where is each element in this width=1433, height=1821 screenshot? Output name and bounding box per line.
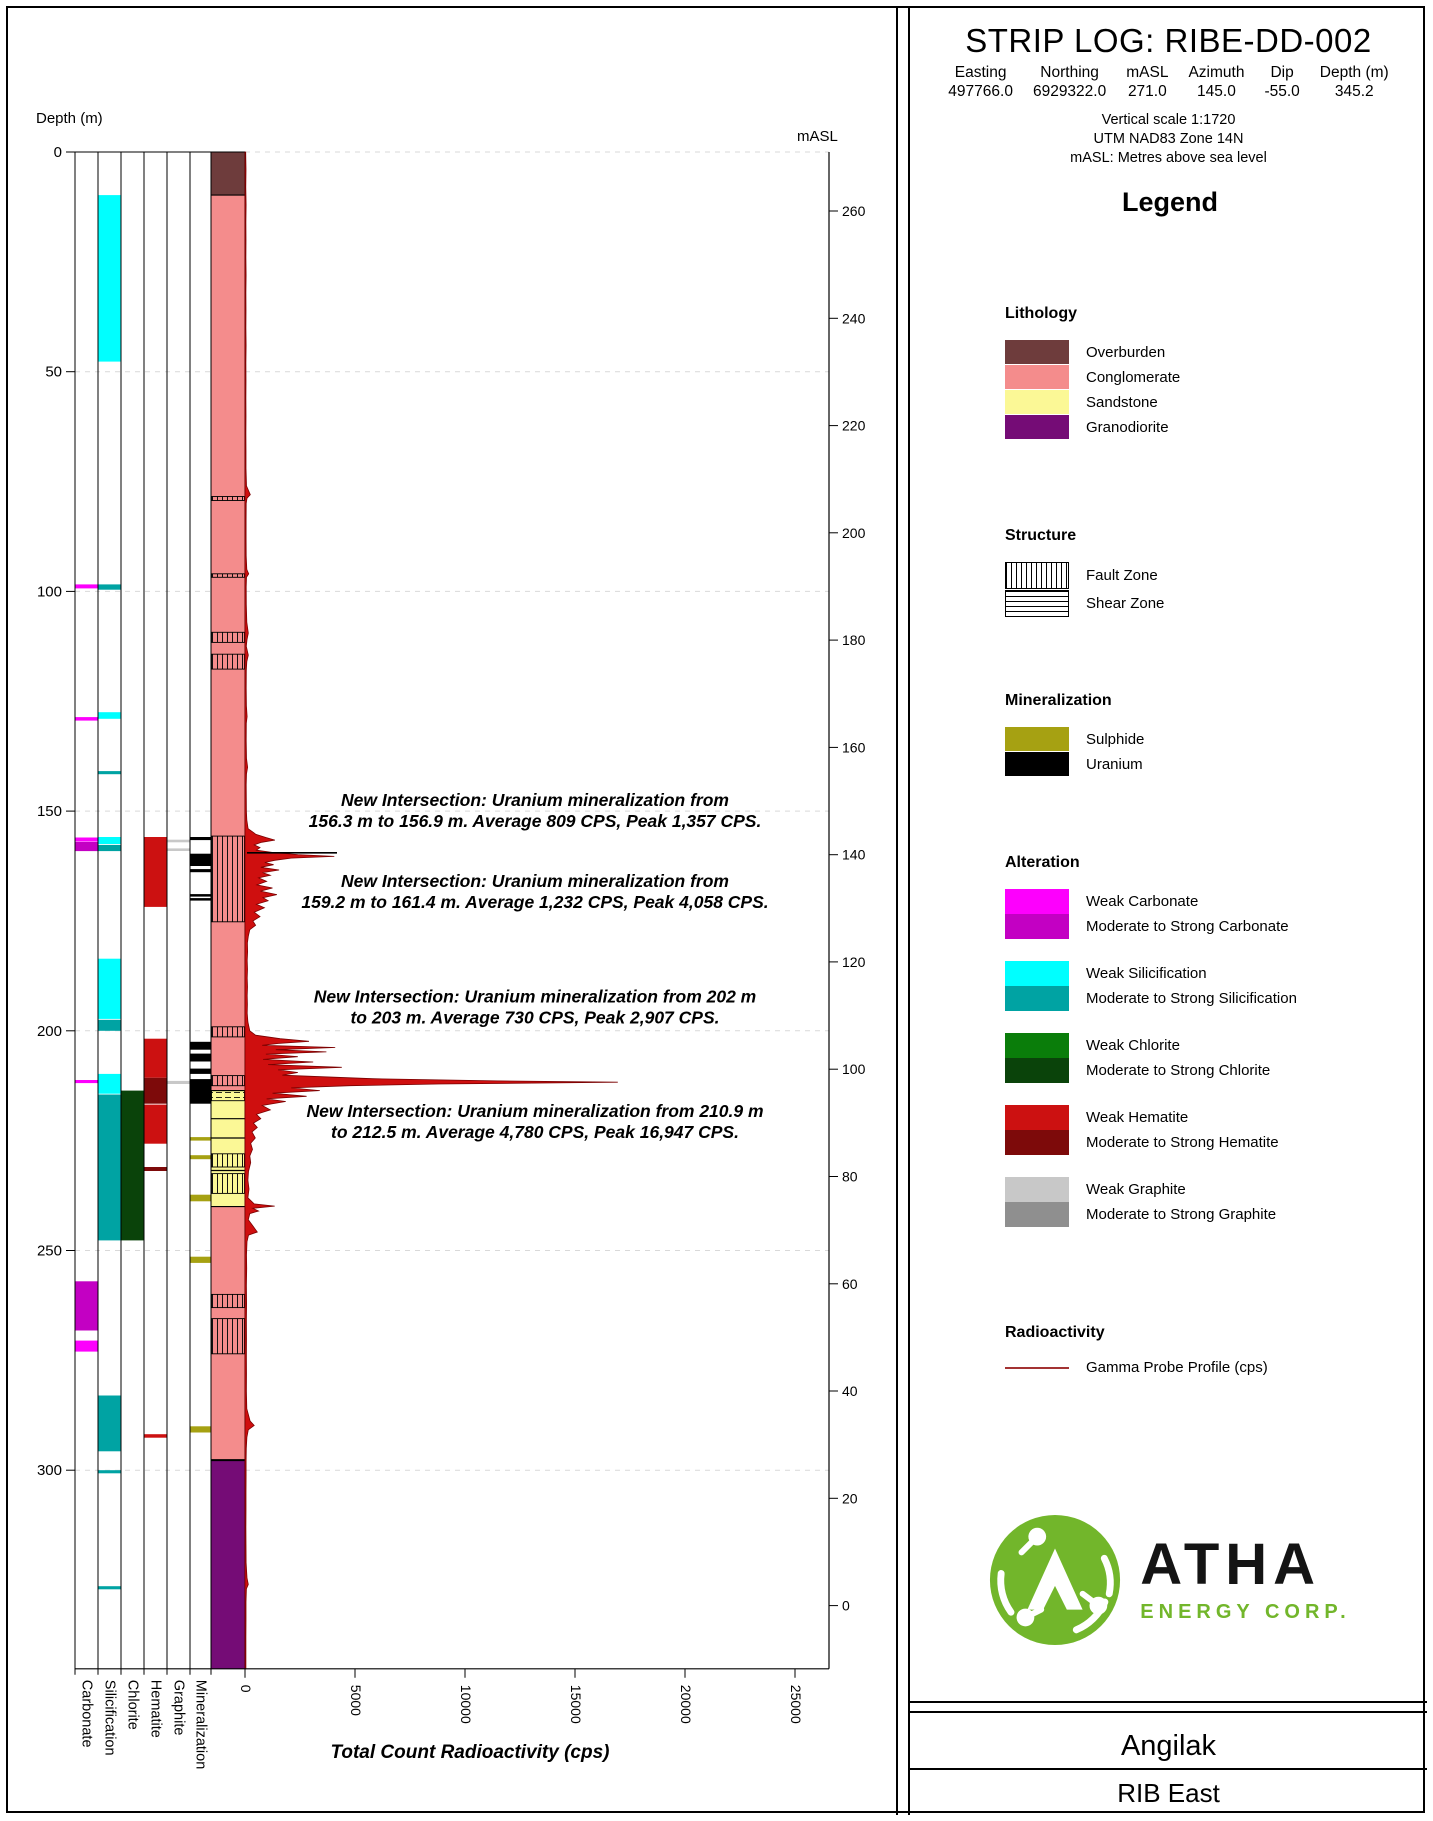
intersection-annotation: to 212.5 m. Average 4,780 CPS, Peak 16,947 CPS. — [331, 1122, 739, 1143]
alteration-interval — [99, 584, 121, 589]
cps-axis — [75, 1669, 829, 1763]
project-name: Angilak — [1120, 1730, 1217, 1762]
legend-item-label: Weak Silicification — [1086, 965, 1207, 982]
weak-swatch — [1005, 1105, 1069, 1130]
mineral-interval — [191, 869, 211, 872]
alteration-interval — [99, 1396, 121, 1452]
svg-text:40: 40 — [842, 1383, 858, 1399]
legend-swatch — [1005, 752, 1069, 776]
legend-item — [1005, 590, 1425, 617]
weak-swatch — [1005, 889, 1069, 914]
alteration-interval — [99, 1586, 121, 1589]
svg-text:0: 0 — [842, 1597, 850, 1614]
alteration-interval — [99, 1095, 121, 1241]
field-label: Depth (m) — [1319, 64, 1389, 81]
alteration-interval — [99, 1074, 121, 1094]
legend-alteration-pair — [1005, 1105, 1425, 1155]
cps-tick-label: 15000 — [568, 1684, 584, 1724]
collar-field — [948, 64, 1013, 101]
track-labels — [79, 1680, 209, 1769]
legend-item-label: Moderate to Strong Silicification — [1086, 990, 1297, 1007]
intersection-annotation: New Intersection: Uranium mineralization from 202 m — [313, 986, 757, 1007]
pair-labels — [1086, 961, 1297, 1011]
legend-swatch — [1005, 961, 1069, 1011]
alteration-interval — [145, 837, 167, 907]
track-label: Silicification — [101, 1679, 118, 1756]
legend-section-header: Structure — [1005, 527, 1077, 544]
svg-text:100: 100 — [36, 583, 62, 601]
mineral-interval — [191, 898, 211, 901]
collar-field — [1264, 64, 1299, 101]
scale-note: Vertical scale 1:1720 — [1101, 112, 1236, 128]
legend-section-header: Lithology — [1005, 305, 1077, 322]
alteration-interval — [76, 838, 98, 842]
legend-item-label: Conglomerate — [1086, 368, 1181, 386]
legend-item-label: Moderate to Strong Chlorite — [1086, 1062, 1271, 1079]
structure-interval — [212, 632, 245, 642]
legend-item-label: Sulphide — [1086, 730, 1145, 748]
collar-field — [1320, 64, 1389, 101]
structure-interval — [212, 1154, 245, 1167]
mineral-interval — [191, 1042, 211, 1050]
weak-swatch — [1005, 1177, 1069, 1202]
svg-text:150: 150 — [36, 803, 62, 821]
track-label: Hematite — [147, 1679, 164, 1738]
structure-interval — [212, 1076, 245, 1086]
alteration-interval — [145, 1078, 167, 1104]
legend-item — [1005, 415, 1425, 439]
mineral-interval — [191, 1069, 211, 1074]
alteration-interval — [145, 1434, 167, 1438]
legend-section-lithology — [1005, 305, 1425, 440]
svg-text:250: 250 — [36, 1242, 62, 1260]
legend-section-header: Radioactivity — [1005, 1324, 1105, 1341]
field-value: -55.0 — [1264, 83, 1300, 100]
mineral-interval — [191, 1137, 211, 1141]
field-value: 6929322.0 — [1032, 83, 1107, 100]
intersection-annotation: New Intersection: Uranium mineralization from — [341, 790, 729, 810]
cps-tick-label: 25000 — [788, 1684, 804, 1724]
field-value: 345.2 — [1334, 83, 1374, 100]
strong-swatch — [1005, 1058, 1069, 1083]
legend-section-header: Alteration — [1005, 854, 1080, 871]
masl-axis-label: mASL — [797, 128, 838, 145]
legend-item-label: Overburden — [1086, 343, 1166, 361]
legend-section-structure — [1005, 527, 1425, 618]
masl-axis — [797, 128, 866, 1669]
legend-item-label: Weak Hematite — [1086, 1109, 1189, 1126]
alteration-interval — [122, 1091, 144, 1241]
company-logo — [910, 1511, 1427, 1649]
svg-text:0: 0 — [53, 144, 62, 161]
structure-interval — [212, 654, 245, 669]
page-title: STRIP LOG: RIBE-DD-002 — [965, 22, 1372, 59]
intersection-annotation: 156.3 m to 156.9 m. Average 809 CPS, Peak 1,357 CPS. — [308, 811, 762, 831]
cps-tick-label: 0 — [238, 1684, 254, 1693]
legend-item-label: Moderate to Strong Carbonate — [1086, 918, 1289, 935]
strong-swatch — [1005, 1202, 1069, 1227]
utm-note: UTM NAD83 Zone 14N — [1093, 131, 1244, 147]
structure-interval — [212, 1027, 245, 1037]
svg-text:80: 80 — [842, 1168, 858, 1185]
alteration-interval — [145, 1105, 167, 1144]
field-label: mASL — [1126, 64, 1169, 81]
legend-item — [1005, 340, 1425, 364]
panel-divider-line — [896, 6, 898, 1815]
legend-alteration-pair — [1005, 961, 1425, 1011]
strong-swatch — [1005, 986, 1069, 1011]
mineral-interval — [191, 854, 211, 866]
legend-section-alteration — [1005, 854, 1425, 1249]
legend-section-header: Mineralization — [1005, 692, 1112, 709]
legend-swatch — [1005, 727, 1069, 751]
logo-subtitle: ENERGY CORP. — [1140, 1601, 1351, 1623]
legend-item-label: Uranium — [1086, 755, 1143, 773]
info-panel — [910, 6, 1427, 1815]
collar-field — [1188, 64, 1244, 101]
svg-text:120: 120 — [842, 953, 866, 970]
mineral-interval — [191, 1079, 211, 1104]
legend-alteration-pair — [1005, 889, 1425, 939]
alteration-interval — [99, 1020, 121, 1031]
alteration-intervals — [76, 195, 190, 1589]
field-label: Northing — [1040, 64, 1099, 81]
alteration-interval — [76, 1080, 98, 1083]
svg-text:300: 300 — [36, 1462, 62, 1480]
alteration-interval — [145, 1167, 167, 1171]
mineral-interval — [191, 1257, 211, 1263]
structure-interval — [212, 1091, 245, 1101]
alteration-interval — [168, 840, 190, 843]
area-name: RIB East — [1117, 1778, 1220, 1808]
gamma-line-swatch — [1005, 1367, 1069, 1369]
collar-field — [1126, 64, 1168, 101]
track-label: Carbonate — [78, 1679, 95, 1748]
legend-swatch — [1005, 1033, 1069, 1083]
intersection-annotation: to 203 m. Average 730 CPS, Peak 2,907 CPS. — [350, 1007, 720, 1028]
pair-labels — [1086, 1033, 1270, 1083]
svg-text:20: 20 — [842, 1490, 858, 1507]
structure-interval — [212, 1294, 245, 1307]
intersection-annotation: New Intersection: Uranium mineralization from — [341, 870, 729, 891]
legend-item-label: Weak Graphite — [1086, 1181, 1186, 1198]
lith-interval — [211, 152, 245, 195]
legend-item-label: Granodiorite — [1086, 418, 1169, 436]
atha-logo-icon — [986, 1511, 1124, 1649]
field-label: Azimuth — [1188, 64, 1245, 81]
mineral-interval — [191, 1054, 211, 1062]
log-notes — [910, 111, 1427, 168]
legend-swatch — [1005, 1105, 1069, 1155]
alteration-interval — [99, 712, 121, 719]
svg-text:100: 100 — [842, 1061, 866, 1078]
svg-text:220: 220 — [842, 417, 866, 434]
svg-text:180: 180 — [842, 632, 866, 649]
legend-alteration-pair — [1005, 1033, 1425, 1083]
legend-item — [1005, 390, 1425, 414]
legend-swatch — [1005, 590, 1069, 617]
svg-text:50: 50 — [45, 363, 62, 381]
strong-swatch — [1005, 914, 1069, 939]
structure-interval — [212, 1174, 245, 1194]
track-label: Chlorite — [124, 1679, 141, 1730]
alteration-interval — [99, 195, 121, 362]
pair-labels — [1086, 1177, 1276, 1227]
weak-swatch — [1005, 961, 1069, 986]
mineral-interval — [191, 837, 211, 840]
intersection-annotation: New Intersection: Uranium mineralization from 210.9 m — [306, 1101, 764, 1122]
field-label: Easting — [954, 64, 1007, 81]
legend-swatch — [1005, 365, 1069, 389]
pair-labels — [1086, 1105, 1279, 1155]
svg-text:60: 60 — [842, 1275, 858, 1292]
track-label: Mineralization — [192, 1679, 209, 1770]
legend-item — [1005, 727, 1425, 751]
pair-labels — [1086, 889, 1289, 939]
legend-item-label: Moderate to Strong Hematite — [1086, 1134, 1279, 1151]
collar-fields — [910, 64, 1427, 101]
structure-interval — [212, 497, 245, 501]
svg-text:200: 200 — [36, 1022, 62, 1040]
legend-item-label: Weak Chlorite — [1086, 1037, 1180, 1054]
intersection-annotation: 159.2 m to 161.4 m. Average 1,232 CPS, Peak 4,058 CPS. — [301, 891, 769, 912]
cps-tick-label: 10000 — [458, 1684, 474, 1724]
legend-item — [1005, 1359, 1425, 1376]
alteration-interval — [99, 959, 121, 1019]
cps-axis-title: Total Count Radioactivity (cps) — [330, 1742, 610, 1763]
intersection-annotations — [247, 790, 769, 1142]
alteration-interval — [76, 584, 98, 588]
footer-divider-line — [908, 1768, 1427, 1770]
legend-item — [1005, 365, 1425, 389]
legend-section-mineralization — [1005, 692, 1425, 777]
structure-interval — [212, 1319, 245, 1354]
svg-text:260: 260 — [842, 203, 866, 219]
mineral-interval — [191, 1426, 211, 1432]
alteration-interval — [99, 1470, 121, 1473]
alteration-interval — [145, 1039, 167, 1078]
strong-swatch — [1005, 1130, 1069, 1155]
footer-divider-line — [908, 1701, 1427, 1703]
legend-swatch — [1005, 889, 1069, 939]
legend-section-radioactivity — [1005, 1324, 1425, 1377]
logo-name: ATHA — [1140, 1532, 1322, 1597]
legend-alteration-pair — [1005, 1177, 1425, 1227]
legend-item-label: Shear Zone — [1086, 595, 1165, 612]
structure-interval — [212, 574, 245, 578]
svg-text:160: 160 — [842, 739, 866, 756]
svg-text:240: 240 — [842, 310, 866, 327]
legend-item-label: Weak Carbonate — [1086, 893, 1199, 910]
weak-swatch — [1005, 1033, 1069, 1058]
cps-tick-label: 20000 — [678, 1684, 694, 1724]
depth-axis-label: Depth (m) — [36, 110, 103, 127]
structure-interval — [212, 836, 245, 922]
atha-logo-text — [1140, 1532, 1351, 1624]
legend-title: Legend — [1121, 187, 1218, 217]
mineral-interval — [191, 1195, 211, 1202]
masl-note: mASL: Metres above sea level — [1070, 150, 1267, 166]
depth-axis — [36, 110, 103, 1479]
alteration-interval — [168, 1081, 190, 1084]
field-value: 145.0 — [1197, 83, 1236, 100]
legend-swatch — [1005, 415, 1069, 439]
legend-item-label: Fault Zone — [1086, 567, 1158, 584]
alteration-interval — [99, 771, 121, 774]
collar-field — [1033, 64, 1106, 101]
legend-item-label: Gamma Probe Profile (cps) — [1086, 1359, 1268, 1376]
svg-text:140: 140 — [842, 846, 866, 863]
alteration-interval — [76, 1341, 98, 1352]
legend-item — [1005, 752, 1425, 776]
legend-swatch — [1005, 340, 1069, 364]
mineral-interval — [191, 1155, 211, 1159]
alteration-interval — [76, 1281, 98, 1330]
legend-item — [1005, 562, 1425, 589]
mineralization-intervals — [191, 837, 211, 1433]
field-value: 497766.0 — [948, 83, 1013, 100]
cps-tick-label: 5000 — [348, 1684, 364, 1716]
legend-swatch — [1005, 562, 1069, 589]
alteration-interval — [168, 848, 190, 851]
mineral-interval — [191, 894, 211, 897]
legend-item-label: Moderate to Strong Graphite — [1086, 1206, 1277, 1223]
footer-divider-line — [908, 1711, 1427, 1713]
alteration-interval — [76, 717, 98, 721]
svg-text:200: 200 — [842, 524, 866, 541]
alteration-interval — [76, 842, 98, 851]
legend-item-label: Sandstone — [1086, 393, 1158, 411]
track-label: Graphite — [170, 1679, 187, 1736]
field-label: Dip — [1270, 64, 1294, 81]
lith-interval — [211, 1460, 245, 1669]
alteration-interval — [99, 837, 121, 844]
field-value: 271.0 — [1127, 83, 1167, 100]
legend-swatch — [1005, 390, 1069, 414]
alteration-interval — [99, 845, 121, 851]
legend-swatch — [1005, 1177, 1069, 1227]
log-header — [910, 22, 1427, 168]
